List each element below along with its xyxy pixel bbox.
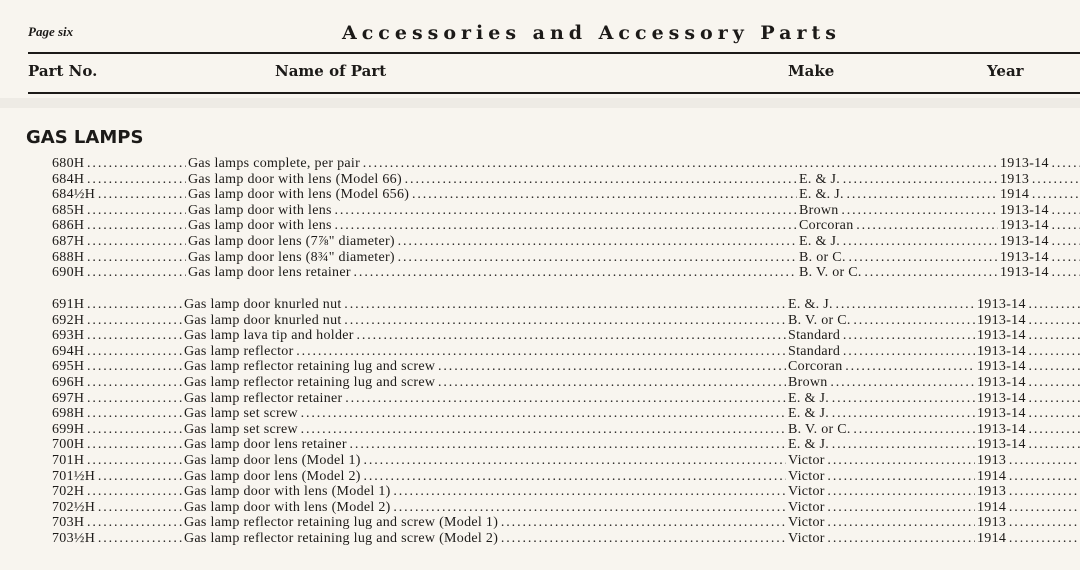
make: E. & J.: [799, 171, 840, 187]
year: 1913-14: [1000, 234, 1049, 249]
make: B. V. or C.: [788, 312, 851, 328]
column-header-make: Make: [788, 62, 835, 80]
make-cell: [799, 265, 998, 280]
make: Standard: [788, 328, 841, 344]
make-cell: [788, 328, 975, 343]
part-number-cell: [52, 313, 182, 328]
part-number: 697H: [52, 390, 85, 406]
part-number: 703½H: [52, 531, 96, 546]
make: E. & J.: [788, 390, 829, 406]
table-row: [0, 156, 1080, 171]
part-number-cell: [52, 375, 182, 390]
year-cell: [977, 469, 1080, 484]
make-cell: [799, 250, 998, 265]
year-cell: [977, 375, 1080, 390]
part-number: 687H: [52, 234, 85, 249]
part-name: Gas lamp door lens (8¾" diameter): [188, 249, 395, 265]
make-cell: [799, 172, 998, 187]
part-number: 698H: [52, 406, 85, 422]
year-cell: [977, 453, 1080, 468]
part-name-cell: [184, 344, 786, 359]
table-row: [0, 515, 1080, 530]
table-row: [0, 359, 1080, 374]
part-name: Gas lamp door lens (Model 1): [184, 453, 361, 468]
part-name: Gas lamp reflector retaining lug and screw (Model 1): [184, 515, 499, 531]
year-cell: [977, 484, 1080, 499]
make: E. & J.: [799, 234, 840, 249]
part-name: Gas lamp reflector retaining lug and screw: [184, 375, 436, 390]
year: 1913: [977, 453, 1007, 468]
part-number-cell: [52, 234, 186, 249]
part-number-cell: [52, 218, 186, 233]
part-name: Gas lamp lava tip and holder: [184, 328, 354, 344]
make: E. &. J.: [799, 187, 844, 203]
year-cell: [977, 437, 1080, 452]
part-name-cell: [184, 297, 786, 312]
column-header-name: Name of Part: [275, 62, 387, 80]
make-cell: [788, 437, 975, 452]
part-number: 686H: [52, 218, 85, 234]
part-number: 688H: [52, 249, 85, 265]
part-name-cell: [184, 328, 786, 343]
table-row: [0, 297, 1080, 312]
year-cell: [1000, 187, 1080, 202]
make-cell: [788, 515, 975, 530]
year: 1914: [977, 468, 1007, 484]
part-number: 684½H: [52, 187, 96, 203]
make: Victor: [788, 499, 825, 515]
part-name-cell: [188, 265, 797, 280]
table-row: [0, 406, 1080, 421]
table-row: [0, 484, 1080, 499]
table-row: [0, 375, 1080, 390]
part-number: 702H: [52, 484, 85, 500]
year: 1914: [1000, 187, 1030, 203]
year-cell: [977, 422, 1080, 437]
make: Corcoran: [799, 218, 854, 234]
part-number-cell: [52, 515, 182, 530]
part-name-cell: [184, 469, 786, 484]
year: 1914: [977, 499, 1007, 515]
year-cell: [977, 406, 1080, 421]
make-cell: [788, 297, 975, 312]
make-cell: [799, 234, 998, 249]
year: 1913: [977, 484, 1007, 500]
table-row: [0, 344, 1080, 359]
part-number-cell: [52, 187, 186, 202]
year-cell: [1000, 172, 1080, 187]
make: Brown: [799, 202, 839, 218]
part-name-cell: [188, 203, 797, 218]
table-row: [0, 469, 1080, 484]
part-number: 684H: [52, 171, 85, 187]
make-cell: [799, 203, 998, 218]
part-name-cell: [188, 187, 797, 202]
part-name-cell: [188, 172, 797, 187]
year-cell: [1000, 265, 1080, 280]
year: 1913-14: [977, 437, 1026, 453]
part-number-cell: [52, 265, 186, 280]
part-name: Gas lamp door knurled nut: [184, 312, 342, 328]
part-name: Gas lamp door with lens (Model 656): [188, 187, 410, 203]
part-name: Gas lamps complete, per pair: [188, 156, 361, 171]
make: Victor: [788, 484, 825, 500]
year: 1913-14: [1000, 218, 1049, 234]
part-name-cell: [188, 250, 797, 265]
table-row: [0, 453, 1080, 468]
table-row: [0, 172, 1080, 187]
part-name: Gas lamp door with lens (Model 1): [184, 484, 391, 500]
year: 1913-14: [977, 297, 1026, 312]
part-name: Gas lamp door with lens (Model 66): [188, 171, 402, 187]
year-cell: [1000, 156, 1080, 171]
year-cell: [977, 531, 1080, 546]
make: B. or C.: [799, 249, 846, 265]
table-row: [0, 313, 1080, 328]
part-number: 701½H: [52, 468, 96, 484]
year-cell: [1000, 250, 1080, 265]
part-name-cell: [184, 359, 786, 374]
year-cell: [977, 297, 1080, 312]
year-cell: [977, 344, 1080, 359]
section-title: GAS LAMPS: [26, 127, 144, 148]
make-cell: [799, 187, 998, 202]
year: 1913-14: [977, 328, 1026, 344]
part-name: Gas lamp door lens retainer: [184, 437, 347, 453]
part-number: 693H: [52, 328, 85, 344]
part-number-cell: [52, 328, 182, 343]
part-number-cell: [52, 297, 182, 312]
make-cell: [788, 484, 975, 499]
year: 1913-14: [1000, 265, 1049, 281]
part-number-cell: [52, 422, 182, 437]
part-number: 703H: [52, 515, 85, 531]
column-header-year: Year: [987, 62, 1024, 80]
make-cell: [788, 453, 975, 468]
part-name: Gas lamp reflector retaining lug and screw: [184, 359, 436, 375]
year-cell: [977, 500, 1080, 515]
part-name-cell: [188, 156, 797, 171]
part-number: 694H: [52, 343, 85, 359]
part-name-cell: [184, 406, 786, 421]
part-name: Gas lamp set screw: [184, 421, 298, 437]
part-name-cell: [184, 531, 786, 546]
make: B. V. or C.: [788, 421, 851, 437]
part-name: Gas lamp door with lens: [188, 218, 332, 234]
table-row: [0, 422, 1080, 437]
part-name: Gas lamp door with lens: [188, 202, 332, 218]
part-name-cell: [184, 391, 786, 406]
year: 1913-14: [977, 406, 1026, 422]
part-number-cell: [52, 531, 182, 546]
make: Victor: [788, 468, 825, 484]
year: 1913-14: [977, 421, 1026, 437]
part-number-cell: [52, 484, 182, 499]
part-name-cell: [184, 515, 786, 530]
part-number: 695H: [52, 359, 85, 375]
make: Standard: [788, 343, 841, 359]
part-number-cell: [52, 469, 182, 484]
part-number-cell: [52, 406, 182, 421]
part-name: Gas lamp door lens (7⅞" diameter): [188, 234, 395, 249]
part-name-cell: [184, 500, 786, 515]
year-cell: [977, 515, 1080, 530]
year: 1913: [977, 515, 1007, 531]
part-name: Gas lamp reflector retaining lug and screw (Model 2): [184, 531, 499, 546]
part-number-cell: [52, 453, 182, 468]
make-cell: [788, 500, 975, 515]
year-cell: [1000, 203, 1080, 218]
table-row: [0, 234, 1080, 249]
make-cell: [788, 406, 975, 421]
year: 1913-14: [977, 375, 1026, 390]
table-row: [0, 437, 1080, 452]
part-number: 692H: [52, 312, 85, 328]
year: 1913: [1000, 171, 1030, 187]
table-row: [0, 500, 1080, 515]
make: E. & J.: [788, 406, 829, 422]
make-cell: [788, 313, 975, 328]
part-name: Gas lamp door lens retainer: [188, 265, 351, 281]
part-number: 691H: [52, 297, 85, 312]
table-row: [0, 187, 1080, 202]
part-number: 699H: [52, 421, 85, 437]
make-cell: [799, 156, 998, 171]
table-row: [0, 531, 1080, 546]
year: 1913-14: [1000, 249, 1049, 265]
year-cell: [1000, 234, 1080, 249]
part-name: Gas lamp set screw: [184, 406, 298, 422]
part-name: Gas lamp door with lens (Model 2): [184, 499, 391, 515]
part-name: Gas lamp reflector retainer: [184, 390, 343, 406]
table-row: [0, 218, 1080, 233]
part-name-cell: [184, 375, 786, 390]
column-header-part-no: Part No.: [28, 62, 98, 80]
make: E. &. J.: [788, 297, 833, 312]
year-cell: [977, 328, 1080, 343]
part-name: Gas lamp door knurled nut: [184, 297, 342, 312]
year: 1914: [977, 531, 1007, 546]
page-title: Accessories and Accessory Parts: [342, 22, 841, 44]
year: 1913-14: [1000, 156, 1049, 171]
year: 1913-14: [977, 359, 1026, 375]
make-cell: [788, 422, 975, 437]
table-row: [0, 203, 1080, 218]
part-name-cell: [184, 422, 786, 437]
part-number-cell: [52, 391, 182, 406]
part-name-cell: [184, 484, 786, 499]
make-cell: [788, 531, 975, 546]
make: Corcoran: [788, 359, 843, 375]
make-cell: [788, 391, 975, 406]
make-cell: [788, 344, 975, 359]
part-number: 680H: [52, 156, 85, 171]
part-number: 701H: [52, 453, 85, 468]
year: 1913-14: [977, 390, 1026, 406]
year: 1913-14: [977, 312, 1026, 328]
part-name-cell: [184, 453, 786, 468]
part-number: 690H: [52, 265, 85, 281]
part-number: 702½H: [52, 499, 96, 515]
year-cell: [1000, 218, 1080, 233]
make-cell: [788, 359, 975, 374]
part-number-cell: [52, 156, 186, 171]
make: Brown: [788, 375, 828, 390]
part-number-cell: [52, 172, 186, 187]
make-cell: [788, 469, 975, 484]
table-row: [0, 250, 1080, 265]
part-number-cell: [52, 250, 186, 265]
part-name: Gas lamp reflector: [184, 343, 294, 359]
part-name-cell: [184, 437, 786, 452]
page-label: Page six: [28, 24, 74, 39]
make: B. V. or C.: [799, 265, 862, 281]
make: E. & J.: [788, 437, 829, 453]
make: Victor: [788, 453, 825, 468]
part-number: 696H: [52, 375, 85, 390]
part-name-cell: [188, 234, 797, 249]
part-number: 685H: [52, 202, 85, 218]
part-number: 700H: [52, 437, 85, 453]
table-row: [0, 328, 1080, 343]
year: 1913-14: [1000, 202, 1049, 218]
part-name: Gas lamp door lens (Model 2): [184, 468, 361, 484]
year-cell: [977, 391, 1080, 406]
year-cell: [977, 313, 1080, 328]
year: 1913-14: [977, 343, 1026, 359]
make: Victor: [788, 531, 825, 546]
part-number-cell: [52, 203, 186, 218]
make-cell: [799, 218, 998, 233]
part-name-cell: [188, 218, 797, 233]
part-number-cell: [52, 344, 182, 359]
part-number-cell: [52, 437, 182, 452]
make: Victor: [788, 515, 825, 531]
part-number-cell: [52, 500, 182, 515]
year-cell: [977, 359, 1080, 374]
part-name-cell: [184, 313, 786, 328]
table-row: [0, 391, 1080, 406]
make-cell: [788, 375, 975, 390]
table-row: [0, 265, 1080, 280]
part-number-cell: [52, 359, 182, 374]
